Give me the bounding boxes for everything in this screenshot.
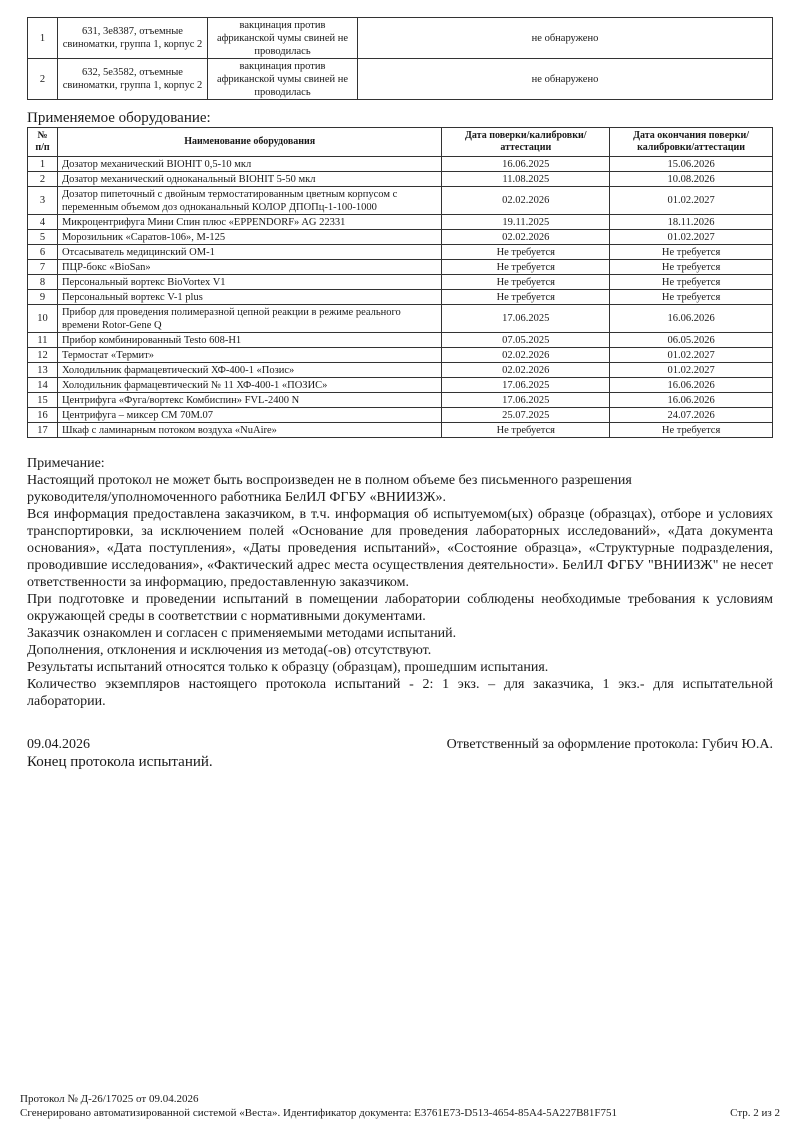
row-number: 11 (28, 333, 58, 348)
date-end: 10.08.2026 (610, 172, 773, 187)
equipment-name: Персональный вортекс V-1 plus (57, 290, 441, 305)
date-check: 16.06.2025 (442, 157, 610, 172)
date-check: 07.05.2025 (442, 333, 610, 348)
table-row (28, 187, 773, 215)
row-number: 12 (28, 348, 58, 363)
table-row (28, 348, 773, 363)
header-date-check: Дата поверки/калибровки/аттестации (442, 128, 610, 157)
notes-section (27, 455, 773, 710)
date-end: 01.02.2027 (610, 363, 773, 378)
table-row (28, 260, 773, 275)
date-end: 16.06.2026 (610, 393, 773, 408)
date-check: 02.02.2026 (442, 348, 610, 363)
equipment-table (27, 127, 773, 438)
test-result: не обнаружено (358, 18, 773, 59)
date-end: 01.02.2027 (610, 187, 773, 215)
note-reproduction-line2: руководителя/уполномоченного работника БелИЛ ФГБУ «ВНИИЗЖ». (27, 490, 446, 505)
row-number: 9 (28, 290, 58, 305)
date-end: 24.07.2026 (610, 408, 773, 423)
row-number: 1 (28, 18, 58, 59)
date-check: Не требуется (442, 290, 610, 305)
date-end: 15.06.2026 (610, 157, 773, 172)
date-check: 11.08.2025 (442, 172, 610, 187)
row-number: 2 (28, 59, 58, 100)
table-row (28, 157, 773, 172)
row-number: 16 (28, 408, 58, 423)
note-customer-info: Вся информация предоставлена заказчиком, в т.ч. информация об испытуемом(ых) образце (образцах), отборе и условиях транспортировки, за исключением полей «Основание для проведения лабораторных исследований», «Дата документа основания», «Дата поступления», «Даты проведения испытаний», «Состояние образца», «Структурные подразделения, проводившие исследования», «Фактический адрес места осуществления деятельности». БелИЛ ФГБУ "ВНИИЗЖ" не несет ответственности за информацию, предоставленную заказчиком. (27, 507, 773, 590)
vaccination-status: вакцинация против африканской чумы свиней не проводилась (208, 59, 358, 100)
table-row (28, 230, 773, 245)
table-row (28, 275, 773, 290)
sample-description: 632, 5е3582, отъемные свиноматки, группа 1, корпус 2 (58, 59, 208, 100)
page-number: Стр. 2 из 2 (730, 1107, 780, 1119)
table-row (28, 333, 773, 348)
date-check: 02.02.2026 (442, 363, 610, 378)
notes-heading: Примечание: (27, 456, 105, 471)
equipment-name: Персональный вортекс BioVortex V1 (57, 275, 441, 290)
row-number: 7 (28, 260, 58, 275)
header-date-end: Дата окончания поверки/калибровки/аттестации (610, 128, 773, 157)
footer-generated-by: Сгенерировано автоматизированной системой «Веста». Идентификатор документа: E3761E73-D513-4654-85A4-5A227B81F751 (20, 1107, 618, 1119)
equipment-name: Дозатор пипеточный с двойным термостатированным цветным корпусом с переменным объемом доз одноканальный КОЛОР ДПОПц-1-100-1000 (57, 187, 441, 215)
results-table (27, 17, 773, 100)
date-check: 17.06.2025 (442, 305, 610, 333)
header-number: № п/п (28, 128, 58, 157)
row-number: 3 (28, 187, 58, 215)
row-number: 6 (28, 245, 58, 260)
table-header-row (28, 128, 773, 157)
equipment-name: Прибор для проведения полимеразной цепной реакции в режиме реального времени Rotor-Gene Q (57, 305, 441, 333)
date-end: 01.02.2027 (610, 348, 773, 363)
equipment-name: Дозатор механический одноканальный BIOHIT 5-50 мкл (57, 172, 441, 187)
table-row (28, 305, 773, 333)
note-copies: Количество экземпляров настоящего протокола испытаний - 2: 1 экз. – для заказчика, 1 экз.- для испытательной лаборатории. (27, 677, 773, 709)
note-methods-agreed: Заказчик ознакомлен и согласен с применяемыми методами испытаний. (27, 626, 457, 641)
table-row (28, 378, 773, 393)
equipment-name: Термостат «Термит» (57, 348, 441, 363)
equipment-name: Центрифуга – миксер СМ 70М.07 (57, 408, 441, 423)
end-of-protocol: Конец протокола испытаний. (27, 754, 213, 770)
note-results-scope: Результаты испытаний относятся только к образцу (образцам), прошедшим испытания. (27, 660, 549, 675)
date-check: Не требуется (442, 245, 610, 260)
date-check: 02.02.2026 (442, 187, 610, 215)
table-row (28, 215, 773, 230)
date-check: 19.11.2025 (442, 215, 610, 230)
date-check: Не требуется (442, 423, 610, 438)
responsible-person: Ответственный за оформление протокола: Губич Ю.А. (446, 737, 773, 752)
table-row (28, 172, 773, 187)
signature-date: 09.04.2026 (27, 737, 90, 752)
equipment-name: Отсасыватель медицинский ОМ-1 (57, 245, 441, 260)
date-end: 18.11.2026 (610, 215, 773, 230)
date-check: Не требуется (442, 275, 610, 290)
date-check: 25.07.2025 (442, 408, 610, 423)
row-number: 1 (28, 157, 58, 172)
equipment-name: Прибор комбинированный Testo 608-H1 (57, 333, 441, 348)
table-row (28, 393, 773, 408)
equipment-name: ПЦР-бокс «BioSan» (57, 260, 441, 275)
date-end: Не требуется (610, 245, 773, 260)
date-end: Не требуется (610, 275, 773, 290)
row-number: 4 (28, 215, 58, 230)
date-end: 06.05.2026 (610, 333, 773, 348)
row-number: 5 (28, 230, 58, 245)
note-deviations: Дополнения, отклонения и исключения из метода(-ов) отсутствуют. (27, 643, 432, 658)
equipment-name: Центрифуга «Фуга/вортекс Комбиспин» FVL-2400 N (57, 393, 441, 408)
test-result: не обнаружено (358, 59, 773, 100)
row-number: 10 (28, 305, 58, 333)
table-row (28, 408, 773, 423)
table-row (28, 245, 773, 260)
row-number: 17 (28, 423, 58, 438)
table-row (28, 290, 773, 305)
equipment-name: Дозатор механический BIOHIT 0,5-10 мкл (57, 157, 441, 172)
row-number: 15 (28, 393, 58, 408)
date-check: 02.02.2026 (442, 230, 610, 245)
equipment-name: Морозильник «Саратов-106», М-125 (57, 230, 441, 245)
sample-description: 631, 3е8387, отъемные свиноматки, группа 1, корпус 2 (58, 18, 208, 59)
date-check: 17.06.2025 (442, 393, 610, 408)
date-end: Не требуется (610, 290, 773, 305)
vaccination-status: вакцинация против африканской чумы свиней не проводилась (208, 18, 358, 59)
date-end: 16.06.2026 (610, 378, 773, 393)
date-end: Не требуется (610, 260, 773, 275)
note-reproduction-line1: Настоящий протокол не может быть воспроизведен не в полном объеме без письменного разрешения (27, 473, 632, 488)
equipment-name: Холодильник фармацевтический № 11 ХФ-400-1 «ПОЗИС» (57, 378, 441, 393)
equipment-section-title: Применяемое оборудование: (27, 110, 211, 126)
footer-protocol-number: Протокол № Д-26/17025 от 09.04.2026 (20, 1093, 199, 1105)
equipment-name: Холодильник фармацевтический ХФ-400-1 «Позис» (57, 363, 441, 378)
date-end: 16.06.2026 (610, 305, 773, 333)
table-row (28, 59, 773, 100)
row-number: 2 (28, 172, 58, 187)
date-end: 01.02.2027 (610, 230, 773, 245)
table-row (28, 363, 773, 378)
date-check: Не требуется (442, 260, 610, 275)
row-number: 8 (28, 275, 58, 290)
table-row (28, 423, 773, 438)
table-row (28, 18, 773, 59)
row-number: 14 (28, 378, 58, 393)
page-footer (20, 1092, 780, 1120)
date-check: 17.06.2025 (442, 378, 610, 393)
note-environment: При подготовке и проведении испытаний в помещении лаборатории соблюдены необходимые требования к условиям окружающей среды в соответствии с нормативными документами. (27, 592, 773, 624)
equipment-name: Шкаф с ламинарным потоком воздуха «NuAire» (57, 423, 441, 438)
date-end: Не требуется (610, 423, 773, 438)
equipment-name: Микроцентрифуга Мини Спин плюс «EPPENDORF» AG 22331 (57, 215, 441, 230)
header-name: Наименование оборудования (57, 128, 441, 157)
row-number: 13 (28, 363, 58, 378)
